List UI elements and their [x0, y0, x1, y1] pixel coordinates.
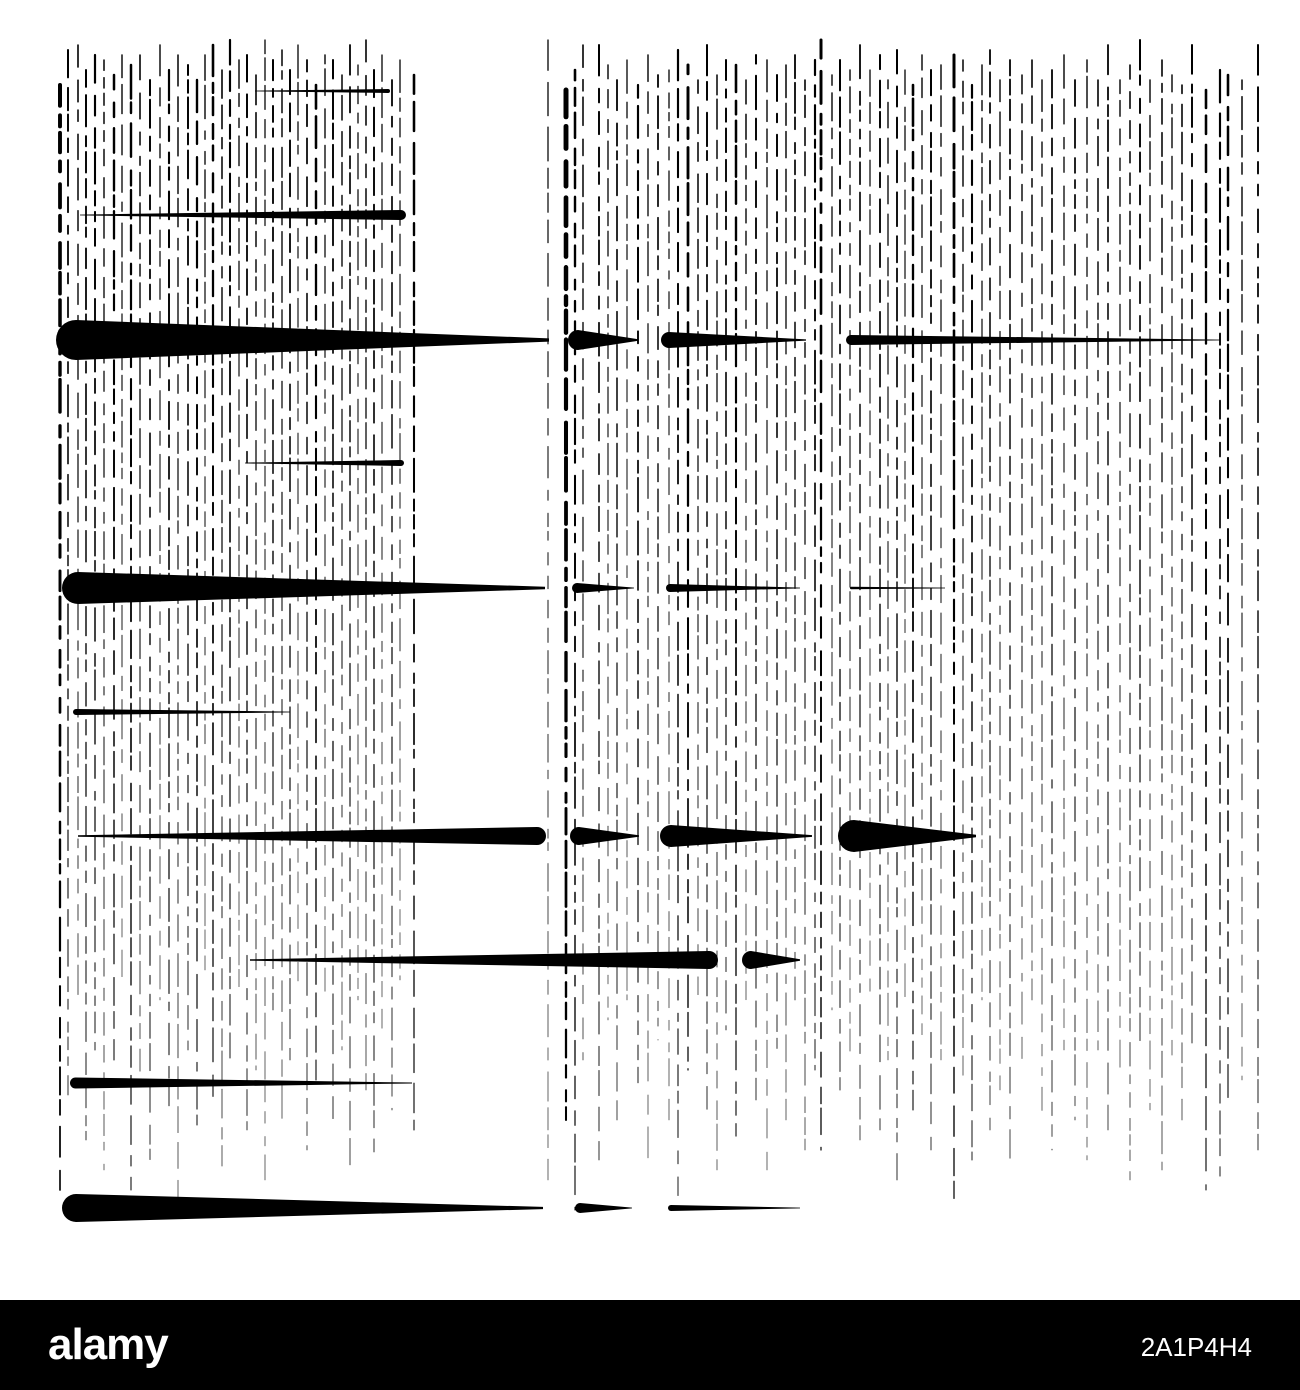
tapered-stroke-11 [73, 709, 290, 715]
alamy-logo: alamy [48, 1320, 168, 1369]
tapered-stroke-7 [62, 572, 545, 604]
tapered-stroke-19 [62, 1194, 543, 1222]
tapered-stroke-21 [668, 1205, 800, 1211]
tapered-stroke-15 [838, 820, 976, 852]
tapered-stroke-17 [742, 951, 800, 969]
tapered-stroke-2 [56, 320, 549, 360]
image-id-label: 2A1P4H4 [1140, 1332, 1252, 1362]
footer-bar [0, 1300, 1300, 1390]
tapered-stroke-18 [70, 1078, 412, 1089]
tapered-stroke-4 [661, 332, 806, 348]
tapered-stroke-5 [846, 335, 1220, 345]
tapered-stroke-8 [572, 583, 634, 593]
tapered-stroke-13 [570, 827, 639, 845]
tapered-stroke-0 [255, 89, 390, 93]
tapered-stroke-9 [666, 584, 800, 592]
tapered-stroke-1 [80, 210, 406, 220]
tapered-stroke-12 [78, 827, 546, 845]
tapered-stroke-20 [575, 1203, 632, 1213]
tapered-stroke-16 [250, 951, 718, 969]
